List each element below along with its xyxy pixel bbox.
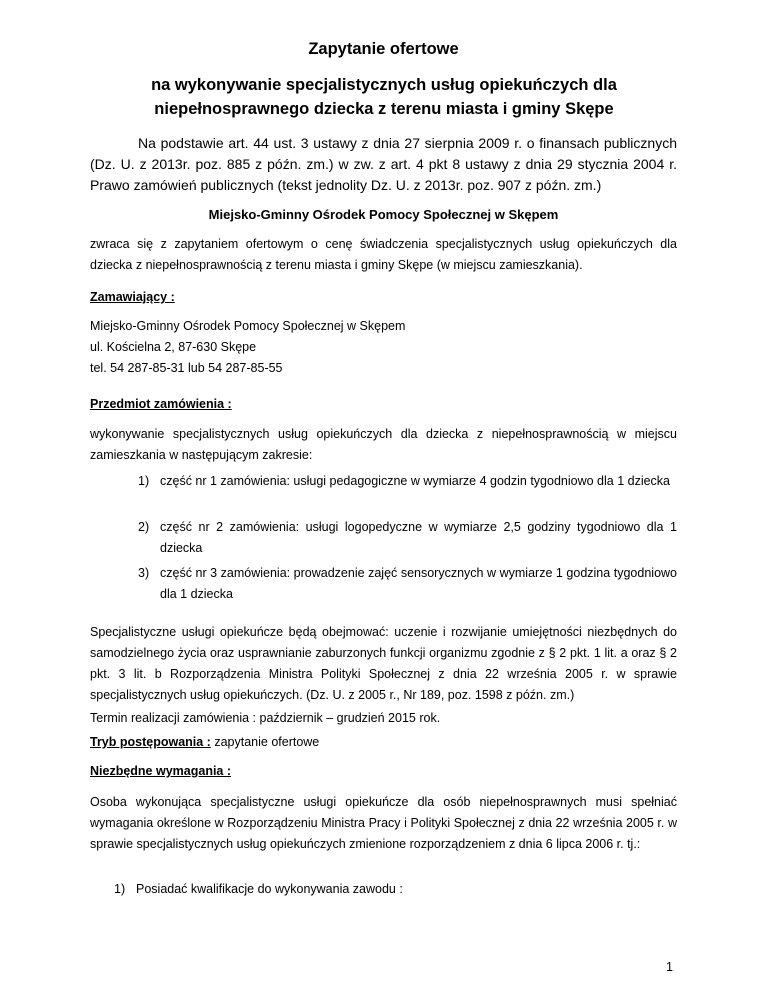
termin-realizacji: Termin realizacji zamówienia : październik – grudzień 2015 rok. — [90, 711, 441, 725]
document-title: Zapytanie ofertowe — [308, 40, 459, 58]
list-item-text: część nr 1 zamówienia: usługi pedagogiczne w wymiarze 4 godzin tygodniowo dla 1 dziecka — [160, 474, 670, 488]
list-item-number: 3) — [138, 566, 150, 580]
list-item — [138, 563, 677, 604]
list-item-number: 1) — [138, 474, 150, 488]
list-item-number: 1) — [114, 882, 126, 896]
legal-basis-text: Na podstawie art. 44 ust. 3 ustawy z dnia 27 sierpnia 2009 r. o finansach publicznych (Dz. U. z 2013r. poz. 885 z późn. zm.) w zw. z art. 4 pkt 8 ustawy z dnia 29 stycznia 2004 r. Prawo zamówień publicznych (tekst jednolity Dz. U. z 2013r. poz. 907 z późn. zm.) — [90, 135, 677, 193]
list-item-text: Posiadać kwalifikacje do wykonywania zawodu : — [136, 882, 403, 896]
tryb-postepowania — [90, 732, 677, 753]
wymagania-text: Osoba wykonująca specjalistyczne usługi opiekuńcze dla osób niepełnosprawnych musi spełniać wymagania określone w Rozporządzeniu Ministra Pracy i Polityki Społecznej z dnia 22 września 2005 r. w sprawie specjalistycznych usług opiekuńczych zmienione rozporządzeniem z dnia 6 lipca 2006 r. tj.: — [90, 795, 677, 851]
zamawiajacy-phone: tel. 54 287-85-31 lub 54 287-85-55 — [90, 361, 283, 375]
institution-name: Miejsko-Gminny Ośrodek Pomocy Społecznej w Skępem — [208, 207, 559, 222]
przedmiot-text: wykonywanie specjalistycznych usług opiekuńczych dla dziecka z niepełnosprawnością w miejscu zamieszkania w następującym zakresie: — [90, 427, 677, 462]
zamawiajacy-details — [90, 316, 677, 379]
zamawiajacy-heading: Zamawiający : — [90, 290, 175, 304]
list-item-text: część nr 3 zamówienia: prowadzenie zajęć sensorycznych w wymiarze 1 godzina tygodniowo dla 1 dziecka — [160, 566, 677, 601]
services-description: Specjalistyczne usługi opiekuńcze będą obejmować: uczenie i rozwijanie umiejętności niezbędnych do samodzielnego życia oraz usprawnianie zaburzonych funkcji organizmu zgodnie z § 2 pkt. 1 lit. a oraz § 2 pkt. 3 lit. b Rozporządzenia Ministra Polityki Społecznej z dnia 22 września 2005 r. w sprawie specjalistycznych usług opiekuńczych. (Dz. U. z 2005 r., Nr 189, poz. 1598 z późn. zm.) — [90, 625, 677, 702]
tryb-label: Tryb postępowania : — [90, 735, 211, 749]
przedmiot-heading: Przedmiot zamówienia : — [90, 397, 232, 411]
legal-basis-paragraph — [90, 133, 677, 196]
list-item — [138, 517, 677, 558]
intro-paragraph: zwraca się z zapytaniem ofertowym o cenę świadczenia specjalistycznych usług opiekuńczych dla dziecka z niepełnosprawnością z terenu miasta i gminy Skępe (w miejscu zamieszkania). — [90, 237, 677, 272]
list-item — [114, 879, 677, 900]
zamawiajacy-name: Miejsko-Gminny Ośrodek Pomocy Społecznej w Skępem — [90, 319, 406, 333]
document-subtitle: na wykonywanie specjalistycznych usług opiekuńczych dla niepełnosprawnego dziecka z terenu miasta i gminy Skępe — [151, 76, 617, 118]
page-number: 1 — [666, 960, 673, 974]
list-item-text: część nr 2 zamówienia: usługi logopedyczne w wymiarze 2,5 godziny tygodniowo dla 1 dziecka — [160, 520, 677, 555]
zamawiajacy-address: ul. Kościelna 2, 87-630 Skępe — [90, 340, 257, 354]
wymagania-heading: Niezbędne wymagania : — [90, 764, 232, 778]
list-item — [138, 471, 677, 492]
tryb-value: zapytanie ofertowe — [210, 735, 320, 749]
list-item-number: 2) — [138, 520, 150, 534]
